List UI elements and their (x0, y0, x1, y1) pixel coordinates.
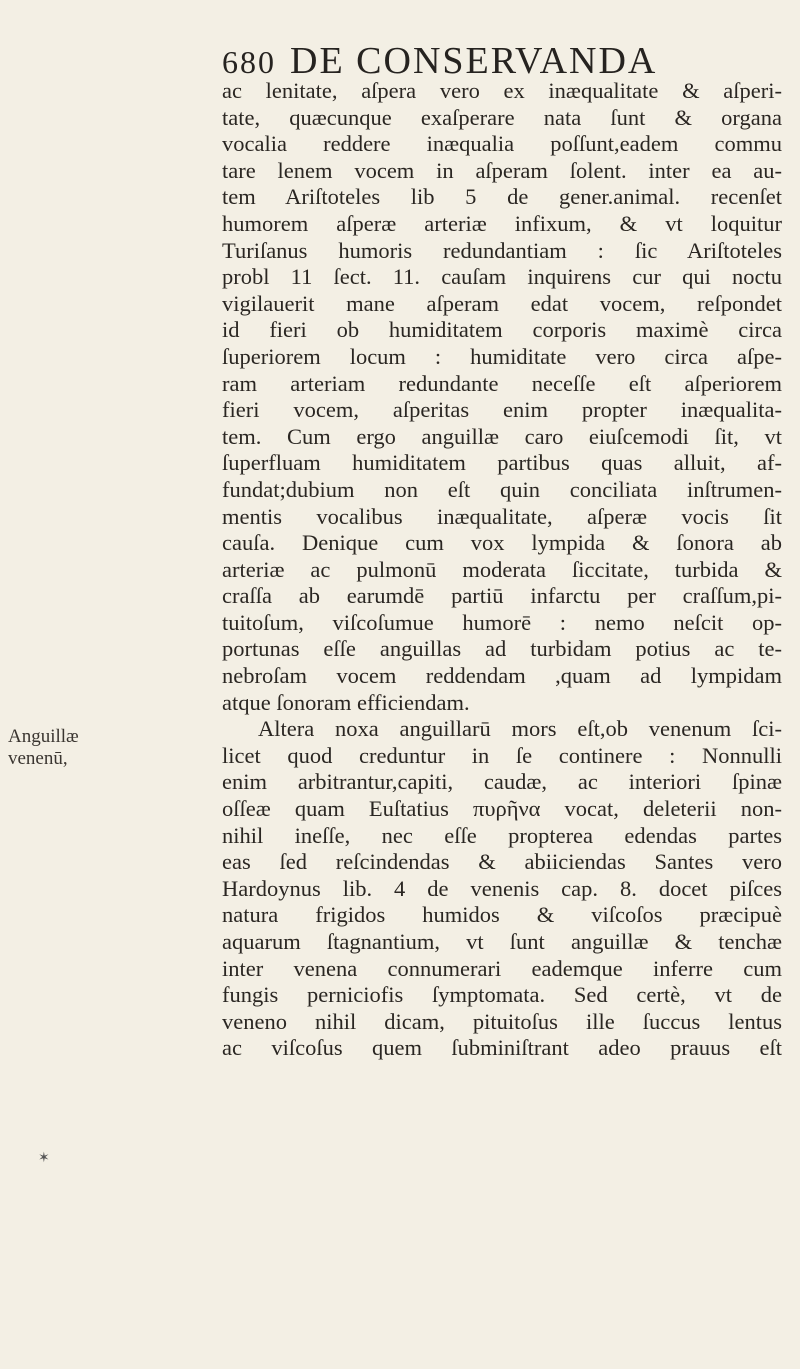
text-line: eas ſed reſcindendas & abiiciendas Santes vero (222, 849, 782, 875)
text-line: tare lenem vocem in aſperam ſolent. inter ea au- (222, 157, 782, 183)
text-line: tate, quæcunque exaſperare nata ſunt & organa (222, 104, 782, 130)
text-line: nebroſam vocem reddendam ,quam ad lympidam (222, 663, 782, 689)
text-line: enim arbitrantur,capiti, caudæ, ac interiori ſpinæ (222, 769, 782, 795)
running-title: DE CONSERVANDA (290, 40, 658, 82)
text-line: fieri vocem, aſperitas enim propter inæqualita- (222, 397, 782, 423)
text-line: ac viſcoſus quem ſubminiſtrant adeo prauus eſt (222, 1035, 782, 1061)
text-line: fungis perniciofis ſymptomata. Sed certè, vt de (222, 982, 782, 1008)
text-line: nihil ineſſe, nec eſſe propterea edendas partes (222, 822, 782, 848)
text-line: Turiſanus humoris redundantiam : ſic Ariſtoteles (222, 237, 782, 263)
text-line: atque ſonoram efficiendam. (222, 689, 470, 715)
marginal-note-line: Anguillæ (8, 726, 79, 747)
text-line: Altera noxa anguillarū mors eſt,ob venenum ſci- (258, 716, 782, 742)
text-line: ſuperfluam humiditatem partibus quas alluit, af- (222, 450, 782, 476)
text-line: inter venena connumerari eademque inferre cum (222, 955, 782, 981)
text-line: vigilauerit mane aſperam edat vocem, reſpondet (222, 290, 782, 316)
text-line: licet quod creduntur in ſe continere : Nonnulli (222, 742, 782, 768)
text-line: veneno nihil dicam, pituitoſus ille ſuccus lentus (222, 1008, 782, 1034)
text-line: Hardoynus lib. 4 de venenis cap. 8. docet piſces (222, 875, 782, 901)
text-line: oſſeæ quam Euſtatius πυρῆνα vocat, deleterii non- (222, 796, 782, 822)
text-line: id fieri ob humiditatem corporis maximè circa (222, 317, 782, 343)
text-line: arteriæ ac pulmonū moderata ſiccitate, turbida & (222, 556, 782, 582)
marginal-note-line: venenū, (8, 748, 68, 769)
text-line: aquarum ſtagnantium, vt ſunt anguillæ & tenchæ (222, 929, 782, 954)
text-line: craſſa ab earumdē partiū infarctu per craſſum,pi- (222, 583, 782, 609)
ink-speck: ✶ (38, 1150, 50, 1166)
text-line: portunas eſſe anguillas ad turbidam potius ac te- (222, 636, 782, 662)
text-line: ac lenitate, aſpera vero ex inæqualitate & aſperi- (222, 78, 782, 103)
page-number: 680 (222, 44, 276, 80)
text-line: fundat;dubium non eſt quin conciliata inſtrumen- (222, 476, 782, 502)
text-line: mentis vocalibus inæqualitate, aſperæ vocis ſit (222, 503, 782, 529)
text-line: tem. Cum ergo anguillæ caro eiuſcemodi ſit, vt (222, 423, 782, 449)
text-line: tuitoſum, viſcoſumue humorē : nemo neſcit op- (222, 609, 782, 635)
text-line: humorem aſperæ arteriæ infixum, & vt loquitur (222, 210, 782, 236)
text-line: tem Ariſtoteles lib 5 de gener.animal. recenſet (222, 184, 782, 210)
text-line: natura frigidos humidos & viſcoſos præcipuè (222, 902, 782, 928)
text-line: ſuperiorem locum : humiditate vero circa aſpe- (222, 343, 782, 369)
marginal-note (8, 726, 90, 770)
running-head (222, 42, 657, 80)
text-line: ram arteriam redundante neceſſe eſt aſperiorem (222, 370, 782, 396)
text-line: vocalia reddere inæqualia poſſunt,eadem commu (222, 131, 782, 157)
text-line: cauſa. Denique cum vox lympida & ſonora ab (222, 530, 782, 556)
text-line: probl 11 ſect. 11. cauſam inquirens cur qui noctu (222, 264, 782, 290)
body-text (222, 78, 782, 1062)
